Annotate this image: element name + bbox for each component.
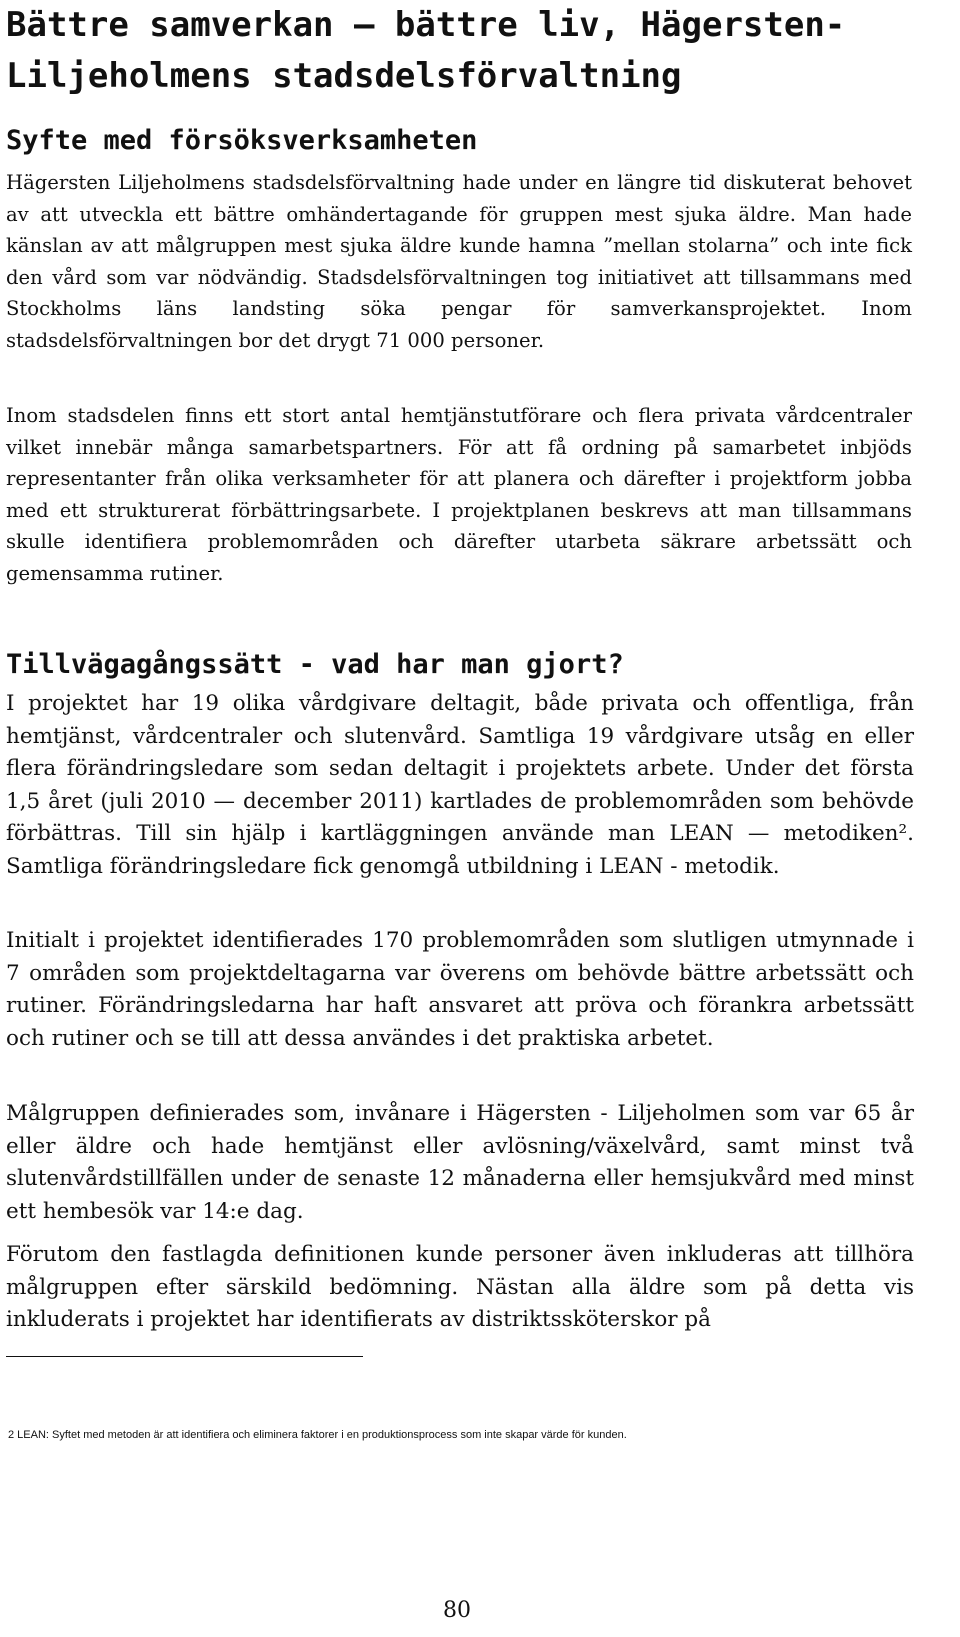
paragraph: Förutom den fastlagda definitionen kunde personer även inkluderas att tillhöra målgruppen efter särskild bedömning. Nästan alla äldre som på detta vis inkluderats i projektet har identifierats av distriktssköterskor på bbox=[6, 1242, 914, 1332]
page-title: Bättre samverkan – bättre liv, Hägersten-Liljeholmens stadsdelsförvaltning bbox=[6, 5, 846, 96]
paragraph: I projektet har 19 olika vårdgivare deltagit, både privata och offentliga, från hemtjänst, vårdcentraler och slutenvård. Samtliga 19 vårdgivare utsåg en eller flera förändringsledare som sedan deltagit i projektets arbete. Under det första 1,5 året (juli 2010 — december 2011) kartlades de problemområden som behövde förbättras. Till sin hjälp i kartläggningen använde man LEAN — metodiken². Samtliga förändringsledare fick genomgå utbildning i LEAN - metodik. bbox=[6, 691, 914, 879]
paragraph: Initialt i projektet identifierades 170 problemområden som slutligen utmynnade i 7 områden som projektdeltagarna var överens om behövde bättre arbetssätt och rutiner. Förändringsledarna har haft ansvaret att pröva och förankra arbetssätt och rutiner och se till att dessa användes i det praktiska arbetet. bbox=[6, 928, 914, 1051]
paragraph: Hägersten Liljeholmens stadsdelsförvaltning hade under en längre tid diskuterat behovet av att utveckla ett bättre omhändertagande för gruppen mest sjuka äldre. Man hade känslan av att målgruppen mest sjuka äldre kunde hamna ”mellan stolarna” och inte fick den vård som var nödvändig. Stadsdelsförvaltningen tog initiativet att tillsammans med Stockholms läns landsting söka pengar för samverkansprojektet. Inom stadsdelsförvaltningen bor det drygt 71 000 personer. bbox=[6, 171, 912, 352]
paragraph: Målgruppen definierades som, invånare i Hägersten - Liljeholmen som var 65 år eller äldre och hade hemtjänst eller avlösning/växelvård, samt minst två slutenvårdstillfällen under de senaste 12 månaderna eller hemsjukvård med minst ett hembesök var 14:e dag. bbox=[6, 1101, 914, 1224]
paragraph: Inom stadsdelen finns ett stort antal hemtjänstutförare och flera privata vårdcentraler vilket innebär många samarbetspartners. För att få ordning på samarbetet inbjöds representanter från olika verksamheter för att planera och därefter i projektform jobba med ett strukturerat förbättringsarbete. I projektplanen beskrevs att man tillsammans skulle identifiera problemområden och därefter utarbeta säkrare arbetssätt och gemensamma rutiner. bbox=[6, 404, 912, 585]
footnote: 2 LEAN: Syftet med metoden är att identifiera och eliminera faktorer i en produktionsprocess som inte skapar värde för kunden. bbox=[8, 1429, 627, 1441]
footnote-divider bbox=[6, 1356, 363, 1357]
section-heading-purpose: Syfte med försöksverksamheten bbox=[6, 125, 478, 156]
section-heading-approach: Tillvägagångssätt - vad har man gjort? bbox=[6, 649, 624, 680]
page-number: 80 bbox=[443, 1598, 471, 1623]
